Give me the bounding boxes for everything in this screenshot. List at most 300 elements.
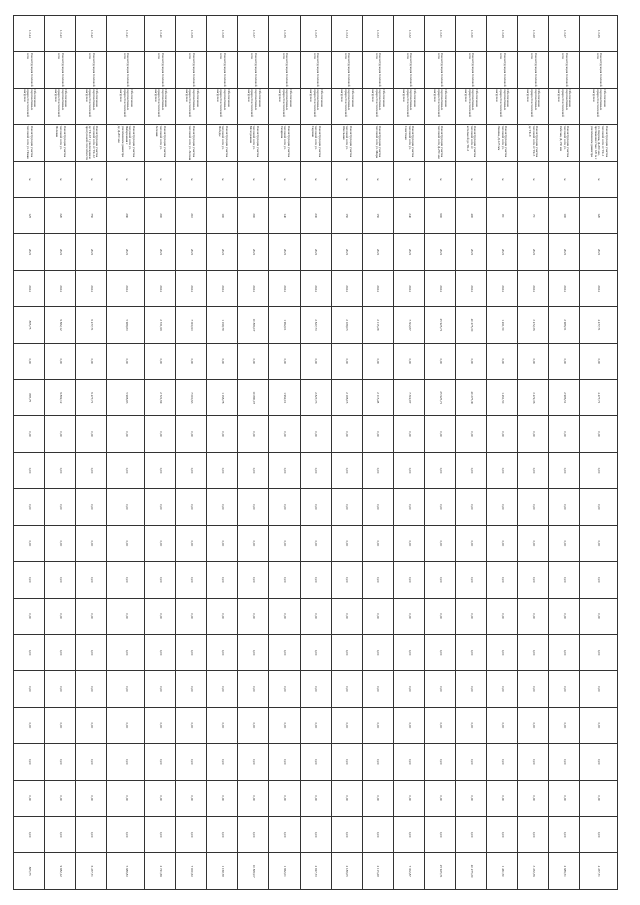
table-cell-group: Обеспечение перспективных приростов тепловой нагрузки	[145, 88, 176, 124]
table-cell-tot: 5 988,83	[107, 307, 145, 343]
table-cell-tot: 2 986,51	[549, 307, 580, 343]
table-cell-z3: 0,00	[486, 525, 517, 561]
table-cell-action: Реконструкция тепловой сети	[176, 52, 207, 88]
table-cell-z6: 0,00	[362, 634, 393, 670]
table-row	[176, 16, 207, 890]
table-cell-group: Обеспечение перспективных приростов тепловой нагрузки	[549, 88, 580, 124]
table-cell-z4: 0,00	[145, 562, 176, 598]
table-cell-z7: 0,00	[486, 671, 517, 707]
table-cell-z5: 0,00	[45, 598, 76, 634]
table-cell-z11: 0,00	[176, 816, 207, 852]
table-cell-tot3: 9 882,12	[45, 853, 76, 890]
table-cell-z: 0,00	[300, 343, 331, 379]
table-cell-tot3: 2 986,51	[549, 853, 580, 890]
table-cell-z: 0,00	[76, 343, 107, 379]
table-cell-no: 1.3.40	[145, 16, 176, 52]
table-cell-no: 1.3.35	[300, 16, 331, 52]
table-cell-z3: 0,00	[238, 525, 269, 561]
table-cell-tot: 2 188,05	[331, 307, 362, 343]
table-row	[580, 16, 618, 890]
table-cell-y2: 2024	[45, 270, 76, 306]
table-row	[393, 16, 424, 890]
table-cell-z4: 0,00	[455, 562, 486, 598]
table-cell-unit: м	[238, 161, 269, 197]
table-cell-z8: 0,00	[393, 707, 424, 743]
table-cell-z10: 0,00	[549, 780, 580, 816]
table-cell-z9: 0,00	[176, 744, 207, 780]
table-cell-desc: Реконструкция участка тепловой сети ул. Советская	[393, 125, 424, 161]
table-cell-y1: 2021	[145, 234, 176, 270]
rotated-table-wrapper	[13, 15, 618, 890]
table-cell-action: Реконструкция тепловой сети	[107, 52, 145, 88]
table-cell-no: 1.3.32	[393, 16, 424, 52]
table-cell-desc: Реконструкция участка тепловой сети ул. Лесная	[176, 125, 207, 161]
table-cell-z10: 0,00	[207, 780, 238, 816]
table-cell-z9: 0,00	[14, 744, 45, 780]
table-row	[107, 16, 145, 890]
table-cell-z2: 0,00	[486, 489, 517, 525]
table-cell-desc: Реконструкция участка тепловой сети ул. Гагарина	[269, 125, 300, 161]
table-cell-unit: м	[176, 161, 207, 197]
table-cell-z3: 0,00	[362, 525, 393, 561]
table-cell-action: Реконструкция тепловой сети	[207, 52, 238, 88]
table-cell-z5: 0,00	[14, 598, 45, 634]
table-cell-y1: 2021	[300, 234, 331, 270]
table-cell-z9: 0,00	[580, 744, 618, 780]
table-cell-z: 0,00	[455, 343, 486, 379]
table-cell-unit: м	[424, 161, 455, 197]
table-cell-z0: 0,00	[45, 416, 76, 452]
table-cell-group: Обеспечение перспективных приростов тепловой нагрузки	[393, 88, 424, 124]
table-cell-tot3: 885,75	[14, 853, 45, 890]
table-cell-z2: 0,00	[145, 489, 176, 525]
table-cell-y2: 2024	[269, 270, 300, 306]
table-cell-action: Реконструкция тепловой сети	[517, 52, 548, 88]
table-cell-z11: 0,00	[238, 816, 269, 852]
table-cell-desc: Реконструкция участка тепловой сети от ТК-5 до ТК-8	[517, 125, 548, 161]
table-cell-action: Реконструкция тепловой сети	[238, 52, 269, 88]
table-cell-z11: 0,00	[207, 816, 238, 852]
table-cell-no: 1.3.30	[455, 16, 486, 52]
table-cell-z8: 0,00	[45, 707, 76, 743]
table-cell-cnt: 100	[549, 198, 580, 234]
table-cell-z: 0,00	[486, 343, 517, 379]
table-cell-z1: 0,00	[580, 452, 618, 488]
table-cell-z5: 0,00	[455, 598, 486, 634]
table-cell-z9: 0,00	[331, 744, 362, 780]
table-cell-tot2: 7 000,63	[176, 380, 207, 416]
table-cell-z10: 0,00	[107, 780, 145, 816]
table-cell-action: Реконструкция тепловой сети	[76, 52, 107, 88]
table-cell-z: 0,00	[238, 343, 269, 379]
table-cell-z3: 0,00	[517, 525, 548, 561]
table-cell-z2: 0,00	[76, 489, 107, 525]
table-cell-unit: м	[107, 161, 145, 197]
table-cell-z5: 0,00	[580, 598, 618, 634]
table-cell-z8: 0,00	[107, 707, 145, 743]
table-cell-no: 1.3.42	[76, 16, 107, 52]
table-cell-z1: 0,00	[238, 452, 269, 488]
table-cell-group: Обеспечение перспективных приростов тепловой нагрузки	[455, 88, 486, 124]
table-cell-z8: 0,00	[455, 707, 486, 743]
table-cell-z4: 0,00	[549, 562, 580, 598]
table-cell-z11: 0,00	[331, 816, 362, 852]
table-cell-z: 0,00	[176, 343, 207, 379]
table-cell-tot: 10 880,07	[238, 307, 269, 343]
table-cell-y2: 2024	[393, 270, 424, 306]
table-cell-group: Обеспечение перспективных приростов тепловой нагрузки	[331, 88, 362, 124]
table-cell-group: Обеспечение перспективных приростов тепловой нагрузки	[176, 88, 207, 124]
table-cell-no: 1.3.37	[238, 16, 269, 52]
table-cell-z5: 0,00	[145, 598, 176, 634]
table-cell-z8: 0,00	[238, 707, 269, 743]
table-cell-z0: 0,00	[424, 416, 455, 452]
table-cell-z9: 0,00	[45, 744, 76, 780]
table-cell-action: Реконструкция тепловой сети	[549, 52, 580, 88]
table-cell-z3: 0,00	[580, 525, 618, 561]
table-cell-z7: 0,00	[517, 671, 548, 707]
table-cell-z2: 0,00	[424, 489, 455, 525]
table-cell-z5: 0,00	[393, 598, 424, 634]
table-cell-no: 1.3.43	[45, 16, 76, 52]
table-row	[362, 16, 393, 890]
table-cell-unit: м	[331, 161, 362, 197]
table-cell-tot: 2 115,28	[362, 307, 393, 343]
table-cell-z8: 0,00	[486, 707, 517, 743]
table-cell-z11: 0,00	[145, 816, 176, 852]
table-cell-tot3: 6 477,71	[76, 853, 107, 890]
table-cell-z0: 0,00	[207, 416, 238, 452]
table-cell-tot3: 10 880,07	[238, 853, 269, 890]
table-cell-z: 0,00	[424, 343, 455, 379]
table-cell-no: 1.3.38	[207, 16, 238, 52]
table-cell-action: Реконструкция тепловой сети	[45, 52, 76, 88]
table-cell-z9: 0,00	[238, 744, 269, 780]
table-cell-tot3: 4 477,71	[580, 853, 618, 890]
table-cell-tot3: 1 168,78	[207, 853, 238, 890]
table-cell-z0: 0,00	[549, 416, 580, 452]
table-cell-z3: 0,00	[176, 525, 207, 561]
table-row	[14, 16, 45, 890]
table-cell-z1: 0,00	[393, 452, 424, 488]
table-row	[269, 16, 300, 890]
table-cell-z9: 0,00	[362, 744, 393, 780]
table-cell-z3: 0,00	[76, 525, 107, 561]
table-cell-y2: 2024	[207, 270, 238, 306]
table-cell-z10: 0,00	[362, 780, 393, 816]
table-cell-action: Реконструкция тепловой сети	[269, 52, 300, 88]
table-cell-z10: 0,00	[300, 780, 331, 816]
table-cell-unit: м	[362, 161, 393, 197]
table-cell-unit: м	[455, 161, 486, 197]
table-cell-z6: 0,00	[424, 634, 455, 670]
table-cell-z: 0,00	[580, 343, 618, 379]
table-row	[207, 16, 238, 890]
table-cell-z6: 0,00	[486, 634, 517, 670]
table-cell-tot: 7 302,87	[393, 307, 424, 343]
table-cell-tot: 25 925,71	[424, 307, 455, 343]
table-cell-z2: 0,00	[107, 489, 145, 525]
table-cell-z9: 0,00	[76, 744, 107, 780]
table-cell-z4: 0,00	[486, 562, 517, 598]
table-cell-desc: Реконструкция участка тепловой сети ул. Победы	[207, 125, 238, 161]
table-row	[486, 16, 517, 890]
table-cell-z9: 0,00	[455, 744, 486, 780]
table-cell-z2: 0,00	[331, 489, 362, 525]
table-cell-y1: 2021	[14, 234, 45, 270]
table-cell-z0: 0,00	[362, 416, 393, 452]
table-cell-z10: 0,00	[145, 780, 176, 816]
table-cell-z: 0,00	[269, 343, 300, 379]
table-cell-group: Обеспечение перспективных приростов тепловой нагрузки	[238, 88, 269, 124]
table-cell-tot2: 2 721,69	[145, 380, 176, 416]
table-cell-z10: 0,00	[393, 780, 424, 816]
table-cell-z7: 0,00	[424, 671, 455, 707]
table-cell-z7: 0,00	[145, 671, 176, 707]
investment-table	[13, 15, 618, 890]
table-cell-cnt: 300	[238, 198, 269, 234]
table-cell-z3: 0,00	[207, 525, 238, 561]
table-cell-no: 1.3.44	[14, 16, 45, 52]
table-cell-z2: 0,00	[549, 489, 580, 525]
table-cell-cnt: 200	[145, 198, 176, 234]
table-cell-z4: 0,00	[176, 562, 207, 598]
table-cell-z0: 0,00	[76, 416, 107, 452]
table-cell-unit: м	[14, 161, 45, 197]
table-cell-z6: 0,00	[14, 634, 45, 670]
table-cell-z0: 0,00	[580, 416, 618, 452]
table-cell-y1: 2021	[424, 234, 455, 270]
table-cell-z5: 0,00	[549, 598, 580, 634]
table-cell-desc: Реконструкция участка тепловой сети от ТК-1 ул. Кирова, Д-200 мм, протяженностью 120 м с увеличением диаметра	[580, 125, 618, 161]
table-cell-z3: 0,00	[145, 525, 176, 561]
table-cell-cnt: 400	[455, 198, 486, 234]
table-cell-z2: 0,00	[238, 489, 269, 525]
table-cell-z1: 0,00	[362, 452, 393, 488]
table-cell-z11: 0,00	[300, 816, 331, 852]
table-cell-z7: 0,00	[455, 671, 486, 707]
table-cell-z1: 0,00	[176, 452, 207, 488]
table-cell-group: Обеспечение перспективных приростов тепловой нагрузки	[486, 88, 517, 124]
table-cell-desc: Реконструкция участка тепловой сети ул. Новая	[14, 125, 45, 161]
table-cell-no: 1.3.39	[176, 16, 207, 52]
table-cell-z: 0,00	[331, 343, 362, 379]
table-cell-unit: м	[300, 161, 331, 197]
table-cell-z9: 0,00	[393, 744, 424, 780]
table-cell-z10: 0,00	[580, 780, 618, 816]
table-cell-action: Реконструкция тепловой сети	[455, 52, 486, 88]
table-cell-z3: 0,00	[455, 525, 486, 561]
table-cell-tot: 885,75	[14, 307, 45, 343]
table-cell-z5: 0,00	[107, 598, 145, 634]
table-cell-tot2: 1 461,50	[486, 380, 517, 416]
table-cell-tot3: 1 962,01	[269, 853, 300, 890]
table-cell-cnt: 230	[300, 198, 331, 234]
table-cell-z: 0,00	[517, 343, 548, 379]
table-cell-y2: 2024	[145, 270, 176, 306]
table-row	[76, 16, 107, 890]
table-cell-desc: Реконструкция участка тепловой сети ул. Набережная с увеличением диаметра до Д-200 мм	[107, 125, 145, 161]
table-cell-tot2: 1 962,01	[269, 380, 300, 416]
table-cell-no: 1.3.27	[549, 16, 580, 52]
table-cell-z9: 0,00	[269, 744, 300, 780]
table-cell-z3: 0,00	[393, 525, 424, 561]
table-cell-z4: 0,00	[238, 562, 269, 598]
table-cell-z0: 0,00	[238, 416, 269, 452]
table-cell-y2: 2024	[517, 270, 548, 306]
table-cell-tot2: 2 986,51	[549, 380, 580, 416]
table-cell-tot2: 2 188,05	[331, 380, 362, 416]
table-cell-no: 1.3.41	[107, 16, 145, 52]
table-cell-cnt: 140	[269, 198, 300, 234]
table-cell-z7: 0,00	[362, 671, 393, 707]
table-cell-z10: 0,00	[269, 780, 300, 816]
table-cell-unit: м	[269, 161, 300, 197]
table-row	[549, 16, 580, 890]
table-cell-y1: 2021	[269, 234, 300, 270]
table-cell-unit: м	[580, 161, 618, 197]
table-cell-z8: 0,00	[424, 707, 455, 743]
table-cell-z4: 0,00	[331, 562, 362, 598]
table-cell-z7: 0,00	[176, 671, 207, 707]
table-cell-desc: Реконструкция участка тепловой сети ул. Зеленая	[145, 125, 176, 161]
table-cell-desc: Реконструкция участка тепловой сети ул. Ленина, Д-125 мм	[486, 125, 517, 161]
table-cell-unit: м	[393, 161, 424, 197]
table-row	[331, 16, 362, 890]
table-cell-z8: 0,00	[14, 707, 45, 743]
table-cell-unit: м	[207, 161, 238, 197]
table-cell-z5: 0,00	[300, 598, 331, 634]
table-row	[45, 16, 76, 890]
table-cell-no: 1.3.26	[580, 16, 618, 52]
table-cell-tot3: 25 925,71	[424, 853, 455, 890]
table-cell-desc: Реконструкция участка тепловой сети ул. Молодежная	[238, 125, 269, 161]
table-cell-tot3: 5 988,83	[107, 853, 145, 890]
table-cell-y1: 2021	[393, 234, 424, 270]
table-cell-z0: 0,00	[455, 416, 486, 452]
table-cell-group: Обеспечение перспективных приростов тепловой нагрузки	[207, 88, 238, 124]
table-cell-tot2: 40 275,30	[455, 380, 486, 416]
table-body	[14, 16, 618, 890]
table-cell-z0: 0,00	[14, 416, 45, 452]
table-cell-tot2: 1 168,78	[207, 380, 238, 416]
table-cell-tot3: 7 302,87	[393, 853, 424, 890]
table-cell-y1: 2021	[486, 234, 517, 270]
table-cell-action: Реконструкция тепловой сети	[145, 52, 176, 88]
table-cell-z3: 0,00	[549, 525, 580, 561]
table-cell-tot2: 2 827,73	[300, 380, 331, 416]
table-cell-z6: 0,00	[176, 634, 207, 670]
table-cell-z11: 0,00	[455, 816, 486, 852]
table-cell-y2: 2024	[14, 270, 45, 306]
table-row	[238, 16, 269, 890]
table-cell-z0: 0,00	[300, 416, 331, 452]
table-cell-z5: 0,00	[362, 598, 393, 634]
table-cell-unit: м	[145, 161, 176, 197]
table-cell-z8: 0,00	[549, 707, 580, 743]
table-cell-z: 0,00	[207, 343, 238, 379]
table-cell-z1: 0,00	[45, 452, 76, 488]
table-cell-z8: 0,00	[331, 707, 362, 743]
table-cell-z10: 0,00	[238, 780, 269, 816]
table-cell-z2: 0,00	[207, 489, 238, 525]
table-cell-action: Реконструкция тепловой сети	[14, 52, 45, 88]
table-cell-z5: 0,00	[331, 598, 362, 634]
table-cell-y1: 2021	[362, 234, 393, 270]
table-cell-z1: 0,00	[549, 452, 580, 488]
table-cell-desc: Реконструкция участка тепловой сети Д-250 мм	[424, 125, 455, 161]
table-cell-group: Обеспечение перспективных приростов тепловой нагрузки	[300, 88, 331, 124]
table-cell-tot: 1 461,50	[486, 307, 517, 343]
table-cell-z1: 0,00	[207, 452, 238, 488]
table-cell-y1: 2021	[455, 234, 486, 270]
table-cell-z4: 0,00	[517, 562, 548, 598]
table-cell-z9: 0,00	[549, 744, 580, 780]
table-cell-tot: 6 477,71	[76, 307, 107, 343]
table-cell-tot2: 885,75	[14, 380, 45, 416]
table-cell-z7: 0,00	[331, 671, 362, 707]
table-cell-z10: 0,00	[14, 780, 45, 816]
table-cell-tot: 40 275,30	[455, 307, 486, 343]
table-cell-no: 1.3.33	[362, 16, 393, 52]
table-cell-y1: 2021	[517, 234, 548, 270]
table-cell-z0: 0,00	[145, 416, 176, 452]
table-cell-z6: 0,00	[300, 634, 331, 670]
table-cell-z6: 0,00	[107, 634, 145, 670]
table-cell-z2: 0,00	[393, 489, 424, 525]
table-cell-z0: 0,00	[517, 416, 548, 452]
table-cell-z1: 0,00	[300, 452, 331, 488]
table-cell-tot: 9 882,12	[45, 307, 76, 343]
table-cell-y1: 2021	[176, 234, 207, 270]
table-cell-unit: м	[45, 161, 76, 197]
table-cell-z0: 0,00	[393, 416, 424, 452]
table-cell-z10: 0,00	[331, 780, 362, 816]
table-cell-tot3: 40 275,30	[455, 853, 486, 890]
table-row	[145, 16, 176, 890]
table-cell-z7: 0,00	[76, 671, 107, 707]
table-cell-y2: 2024	[549, 270, 580, 306]
table-cell-z5: 0,00	[76, 598, 107, 634]
table-cell-z8: 0,00	[362, 707, 393, 743]
table-cell-no: 1.3.31	[424, 16, 455, 52]
table-cell-tot3: 2 827,73	[300, 853, 331, 890]
table-cell-z5: 0,00	[269, 598, 300, 634]
table-cell-z9: 0,00	[207, 744, 238, 780]
table-cell-z: 0,00	[549, 343, 580, 379]
table-cell-z8: 0,00	[580, 707, 618, 743]
table-cell-z10: 0,00	[486, 780, 517, 816]
table-cell-action: Реконструкция тепловой сети	[486, 52, 517, 88]
table-cell-cnt: 150	[362, 198, 393, 234]
table-cell-z8: 0,00	[269, 707, 300, 743]
table-cell-z8: 0,00	[76, 707, 107, 743]
table-cell-z4: 0,00	[45, 562, 76, 598]
table-cell-group: Обеспечение перспективных приростов тепловой нагрузки	[107, 88, 145, 124]
table-cell-tot2: 2 115,28	[362, 380, 393, 416]
table-cell-z2: 0,00	[176, 489, 207, 525]
table-cell-z4: 0,00	[269, 562, 300, 598]
table-cell-z6: 0,00	[76, 634, 107, 670]
table-cell-action: Реконструкция тепловой сети	[300, 52, 331, 88]
table-cell-z6: 0,00	[207, 634, 238, 670]
table-cell-tot: 4 477,71	[580, 307, 618, 343]
table-cell-unit: м	[549, 161, 580, 197]
table-cell-z4: 0,00	[76, 562, 107, 598]
table-cell-z4: 0,00	[300, 562, 331, 598]
table-cell-z8: 0,00	[517, 707, 548, 743]
table-cell-z: 0,00	[145, 343, 176, 379]
